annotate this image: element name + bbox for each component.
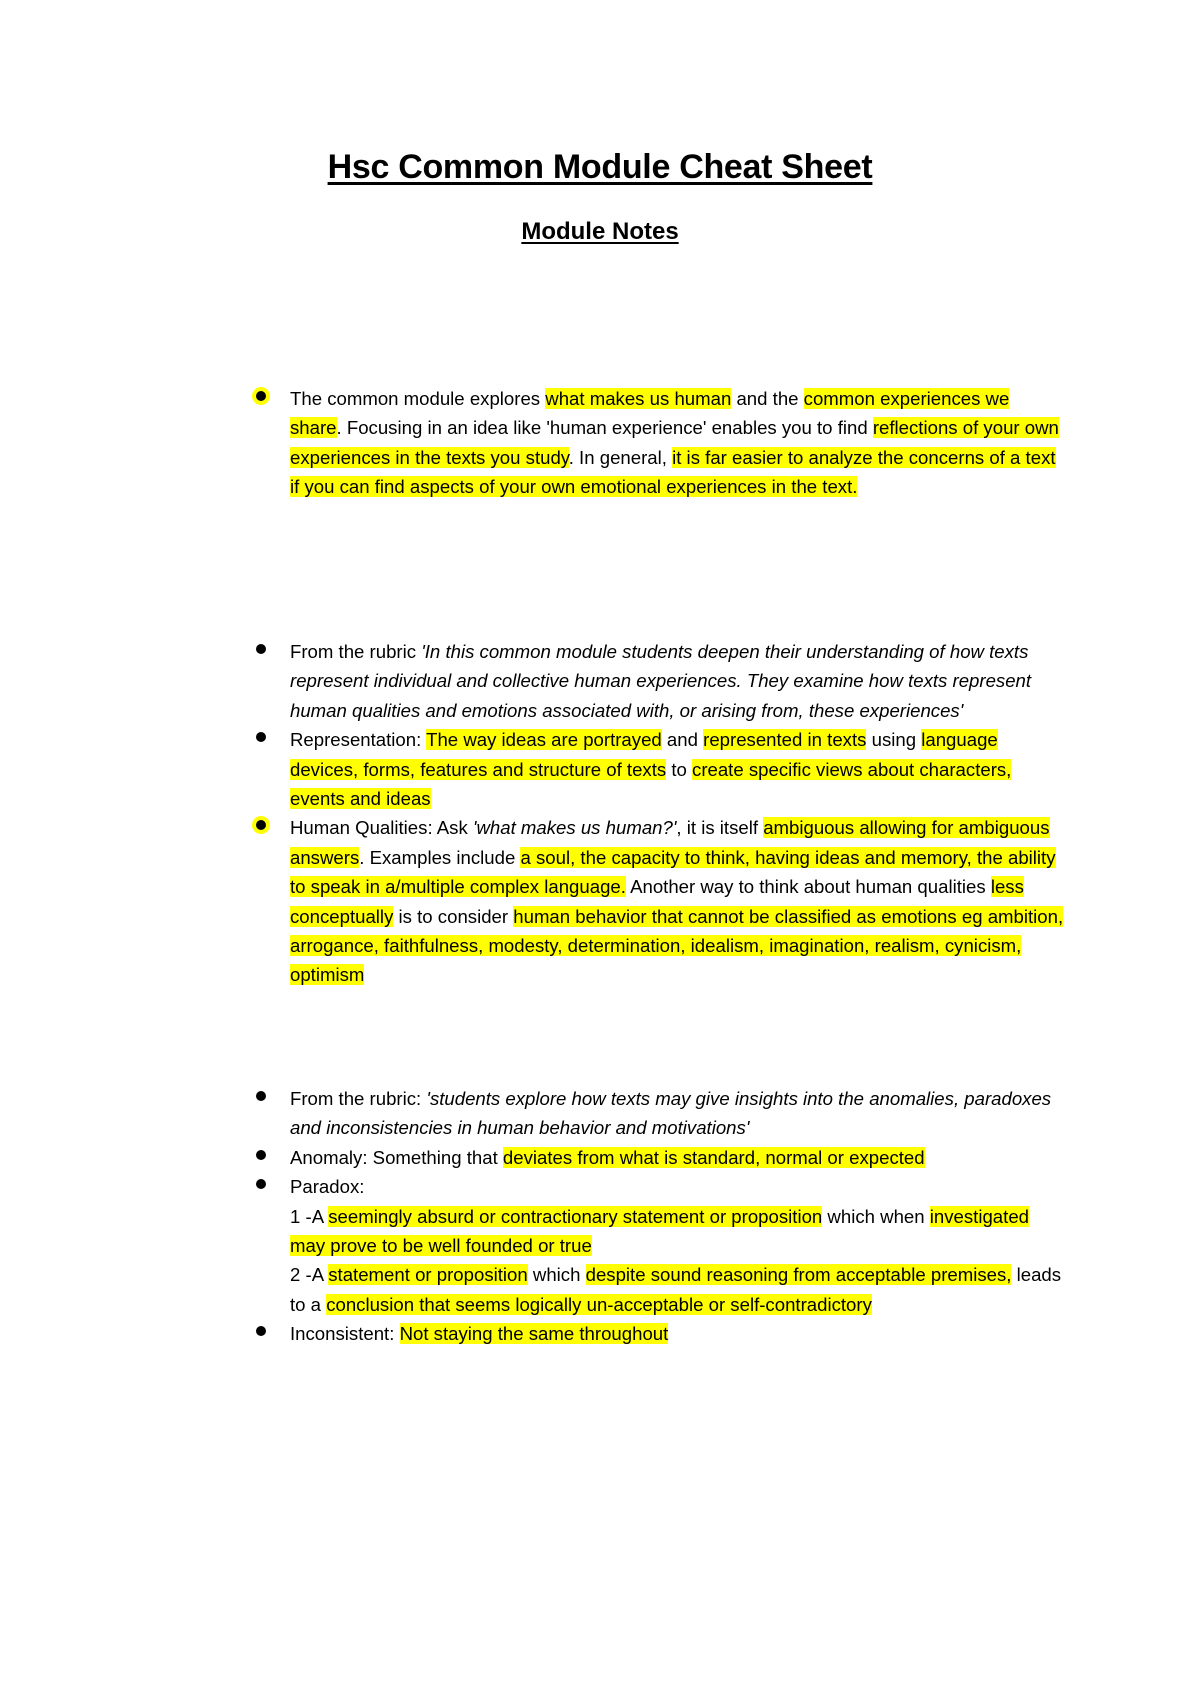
bullet-icon bbox=[256, 391, 266, 401]
bullet-rubric-quote-2 bbox=[0, 1084, 1065, 1143]
highlighted-text: language devices, forms, features and structure of texts bbox=[290, 729, 998, 780]
paradox-definition-2 bbox=[290, 1260, 1065, 1319]
highlighted-text: despite sound reasoning from acceptable premises, bbox=[585, 1264, 1012, 1286]
highlighted-text: ambiguous allowing for ambiguous answers bbox=[290, 817, 1050, 868]
text-run: From the rubric bbox=[290, 641, 422, 662]
text-run: which bbox=[527, 1264, 586, 1286]
bullet-text bbox=[290, 817, 1063, 985]
highlighted-text: deviates from what is standard, normal or expected bbox=[502, 1146, 925, 1168]
italic-text: 'what makes us human?' bbox=[472, 817, 677, 839]
text-run: . Focusing in an idea like 'human experience' enables you to find bbox=[336, 417, 873, 439]
text-run: The common module explores bbox=[290, 388, 546, 409]
text-run: Representation: bbox=[290, 729, 427, 751]
paradox-heading: Paradox: bbox=[290, 1176, 365, 1198]
highlighted-text: seemingly absurd or contractionary statement or proposition bbox=[328, 1205, 823, 1227]
text-run: , it is itself bbox=[676, 817, 764, 839]
bullet-icon bbox=[256, 1326, 266, 1336]
text-run: . Examples include bbox=[359, 846, 521, 868]
text-run: to bbox=[666, 758, 693, 780]
bullet-text bbox=[290, 1147, 925, 1168]
bullet-anomaly bbox=[0, 1143, 1065, 1172]
text-run: 1 -A bbox=[290, 1205, 329, 1227]
bullet-common-module bbox=[0, 384, 1065, 502]
bullet-icon bbox=[256, 1150, 266, 1160]
italic-text: 'students explore how texts may give insights into the anomalies, paradoxes and inconsistencies in human behavior and motivations' bbox=[290, 1088, 1052, 1139]
text-run: Inconsistent: bbox=[290, 1323, 400, 1345]
highlighted-text: investigated may prove to be well founded or true bbox=[290, 1205, 1029, 1257]
document-subtitle: Module Notes bbox=[521, 218, 679, 245]
bullet-text bbox=[290, 641, 1031, 721]
bullet-icon bbox=[256, 732, 266, 742]
bullet-list-rubric-1 bbox=[0, 637, 1200, 990]
text-run: . In general, bbox=[568, 446, 673, 468]
text-run: using bbox=[866, 729, 922, 751]
text-run: and the bbox=[731, 388, 804, 409]
highlighted-text: what makes us human bbox=[545, 388, 732, 409]
highlighted-text: it is far easier to analyze the concerns of a text if you can find aspects of your own emotional experiences in the text. bbox=[290, 446, 1056, 498]
text-run: and bbox=[661, 729, 704, 751]
text-run: Anomaly: Something that bbox=[290, 1146, 503, 1168]
paradox-definition-1 bbox=[290, 1202, 1065, 1261]
bullet-icon bbox=[256, 1179, 266, 1189]
text-run: leads to a bbox=[290, 1264, 1062, 1315]
highlighted-text: common experiences we share bbox=[290, 388, 1010, 439]
highlighted-text: Not staying the same throughout bbox=[399, 1323, 669, 1345]
highlighted-text: less conceptually bbox=[290, 876, 1024, 927]
highlighted-text: conclusion that seems logically un-acceptable or self-contradictory bbox=[326, 1293, 872, 1315]
bullet-inconsistent bbox=[0, 1319, 1065, 1348]
document-title: Hsc Common Module Cheat Sheet bbox=[327, 148, 873, 186]
highlighted-text: represented in texts bbox=[703, 729, 867, 751]
highlighted-text: statement or proposition bbox=[328, 1264, 528, 1286]
bullet-text bbox=[290, 1088, 1051, 1138]
bullet-representation bbox=[0, 725, 1065, 813]
bullet-icon bbox=[256, 820, 266, 830]
highlighted-text: The way ideas are portrayed bbox=[426, 729, 662, 751]
text-run: From the rubric: bbox=[290, 1088, 427, 1109]
bullet-text bbox=[290, 1323, 668, 1344]
text-run: which when bbox=[822, 1205, 930, 1227]
italic-text: 'In this common module students deepen their understanding of how texts represent individual and collective human experiences. They examine how texts represent human qualities and emotions associated with, or arising from, these experiences' bbox=[290, 641, 1032, 721]
bullet-human-qualities bbox=[0, 813, 1065, 989]
bullet-text bbox=[290, 729, 1011, 809]
bullet-rubric-quote bbox=[0, 637, 1065, 725]
highlighted-text: human behavior that cannot be classified as emotions eg ambition, arrogance, faithfulness, modesty, determination, idealism, imagination, realism, cynicism, optimism bbox=[290, 905, 1064, 986]
text-run: Human Qualities: Ask bbox=[290, 817, 473, 839]
bullet-icon bbox=[256, 644, 266, 654]
highlighted-text: reflections of your own experiences in the texts you study bbox=[290, 417, 1059, 468]
bullet-icon bbox=[256, 1091, 266, 1101]
text-run: Another way to think about human qualities bbox=[625, 876, 991, 898]
bullet-list-intro bbox=[0, 384, 1200, 502]
text-run: is to consider bbox=[393, 905, 514, 927]
text-run: 2 -A bbox=[290, 1264, 329, 1286]
highlighted-text: a soul, the capacity to think, having ideas and memory, the ability to speak in a/multiple complex language. bbox=[290, 846, 1056, 898]
bullet-list-rubric-2 bbox=[0, 1084, 1200, 1349]
bullet-paradox bbox=[0, 1172, 1065, 1319]
bullet-text bbox=[290, 388, 1059, 497]
highlighted-text: create specific views about characters, events and ideas bbox=[290, 758, 1012, 810]
